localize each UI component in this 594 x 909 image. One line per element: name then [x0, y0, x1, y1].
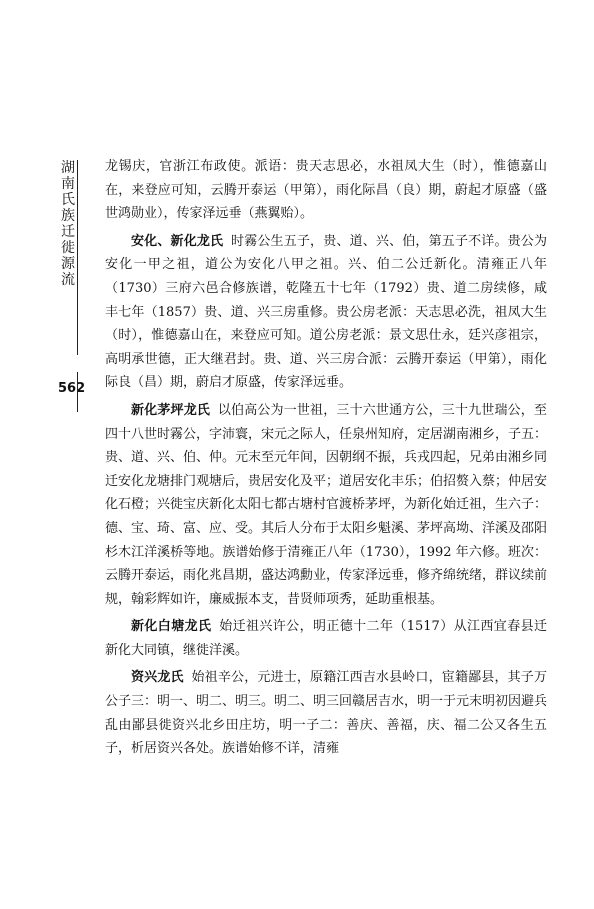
paragraph-text: 时霧公生五子，贵、道、兴、伯，第五子不详。贵公为安化一甲之祖，道公为安化八甲之祖。兴、伯二公迁新化。清雍正八年（1730）三府六邑合修族谱，乾隆五十七年（1792）贵、道二房续修，咸丰七年（1857）贵、道、兴三房重修。贵公房老派：天志思必洗，祖凤大生（时），惟德嘉山在，来登应可知。道公房老派：景文思仕永，廷兴彦祖宗，高明承世德，正大继君封。贵、道、兴三房合派：云腾开泰运（甲第），雨化际良（昌）期，蔚启才原盛，传家泽远垂。	[105, 233, 547, 391]
paragraph-text: 始祖辛公，元进士，原籍江西吉水县岭口，宦籍鄙县，其子万公子三：明一、明二、明三。明二、明三回赣居吉水，明一于元末明初因避兵乱由鄙县徙资兴北乡田庄坊，明一子二：善庆、善福，庆、福二公又各生五子，析居资兴各处。族谱始修不详，清雍	[105, 670, 548, 757]
paragraph-anhua-xinhua	[105, 230, 547, 395]
page-number: 562	[58, 381, 86, 396]
section-heading: 安化、新化龙氏	[131, 233, 224, 249]
section-heading: 资兴龙氏	[131, 670, 184, 686]
paragraph-xinhua-baitang	[105, 615, 547, 662]
section-heading: 新化白塘龙氏	[131, 619, 212, 635]
paragraph-text: 始迁祖兴许公，明正德十二年（1517）从江西宜春县迁新化大同镇，继徙洋溪。	[105, 619, 547, 658]
margin-rule-top	[77, 160, 78, 355]
paragraph-text: 以伯高公为一世祖，三十六世通方公，三十九世瑞公，至四十八世时霧公，字沛寰，宋元之际人，任泉州知府，定居湖南湘乡，子五：贵、道、兴、伯、仲。元末至元年间，因朝纲不振，兵戎四起，兄弟由湘乡同迁安化龙塘排门观塘后，贵居安化及平；道居安化丰乐；伯招赘入蔡；仲居安化石橙；兴徙宝庆新化太阳七都古塘村官渡桥茅坪，为新化始迁祖，生六子：德、宝、琦、富、应、受。其后人分布于太阳乡魁溪、茅坪高坳、洋溪及邵阳杉木江洋溪桥等地。族谱始修于清雍正八年（1730），1992 年六修。班次：云腾开泰运，雨化兆昌期，盛达鸿勳业，传家泽远垂，修齐绵统绪，群议续前规，翰彩辉如许，廉威振本支，昔贤师项秀，延助重根基。	[105, 402, 548, 607]
paragraph-continuation	[105, 155, 547, 226]
paragraph-text: 龙锡庆，官浙江布政使。派语：贵天志思必，水祖凤大生（时），惟德嘉山在，来登应可知，云腾开泰运（甲第），雨化际昌（良）期，蔚起才原盛（盛世鸿勋业），传家泽远垂（燕翼贻）。	[105, 159, 547, 222]
paragraph-xinhua-maoping	[105, 399, 547, 611]
body-text	[105, 155, 547, 761]
running-head-title: 湖南氏族迁徙源流	[61, 160, 75, 288]
margin-rule-bottom	[77, 372, 78, 412]
section-heading: 新化茅坪龙氏	[131, 402, 211, 418]
paragraph-zixing	[105, 666, 547, 760]
